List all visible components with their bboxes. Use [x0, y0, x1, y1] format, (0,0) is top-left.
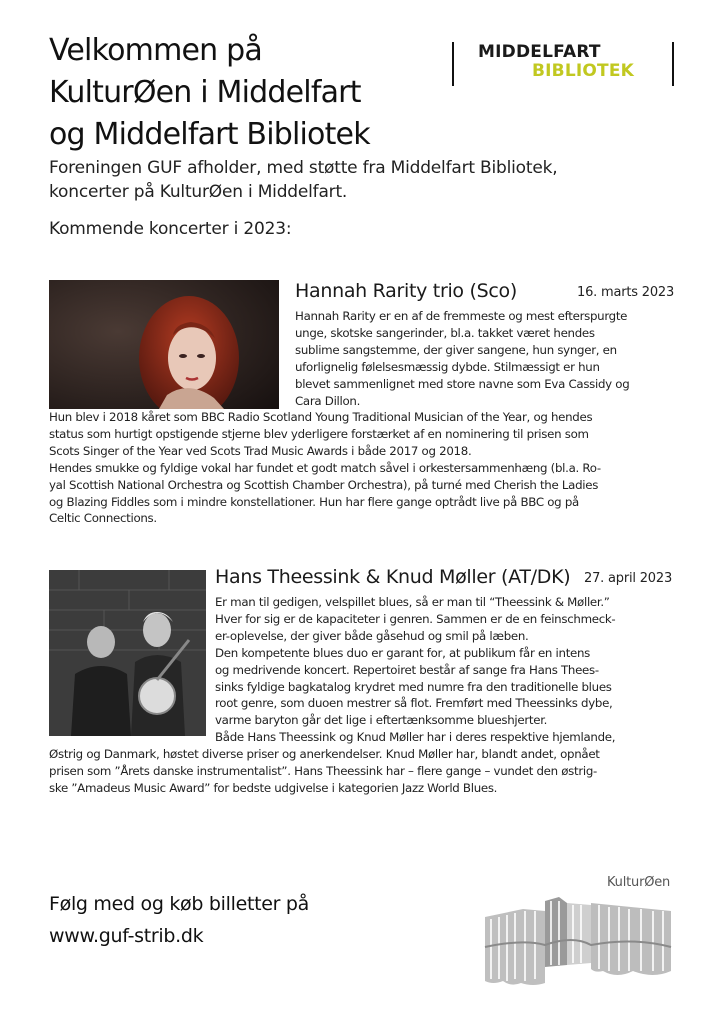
text-line: Cara Dillon.	[295, 393, 361, 408]
text-line: Hver for sig er de kapaciteter i genren. Sammen er de en feinschmeck-	[215, 611, 616, 626]
concert-1-title: Hannah Rarity trio (Sco)	[295, 280, 517, 302]
text-line: Er man til gedigen, velspillet blues, så er man til “Theessink & Møller.”	[215, 595, 610, 609]
text-line: og medrivende koncert. Repertoiret består af sange fra Hans Thees-	[215, 662, 599, 677]
text-line: varme baryton går det lige i eftertænksomme blueshjerter.	[215, 713, 548, 728]
logo-line-1: MIDDELFART	[478, 42, 601, 62]
concert-1-description-beside	[295, 308, 629, 409]
logo-left-bar	[452, 42, 454, 86]
ticket-info	[49, 888, 309, 952]
intro-line: Foreningen GUF afholder, med støtte fra Middelfart Bibliotek,	[49, 158, 558, 178]
text-line: root genre, som duoen mestrer så flot. Fremført med Theessinks dybe,	[215, 696, 613, 711]
text-line: yal Scottish National Orchestra og Scottish Chamber Orchestra), på turné med Cherish the Ladies	[49, 477, 599, 492]
text-line: og Blazing Fiddles som i mindre konstellationer. Hun har flere gange optrådt live på BBC og på	[49, 494, 579, 509]
text-line: status som hurtigt opstigende stjerne blev yderligere forstærket af en nominering til prisen som	[49, 426, 589, 441]
text-line: ske ”Amadeus Music Award” for bedste udgivelse i kategorien Jazz World Blues.	[49, 780, 498, 795]
text-line: sinks fyldige bagkatalog krydret med numre fra den traditionelle blues	[215, 679, 612, 694]
follow-text: Følg med og køb billetter på	[49, 893, 310, 915]
intro-line: koncerter på KulturØen i Middelfart.	[49, 182, 348, 202]
text-line: Både Hans Theessink og Knud Møller har i deres respektive hjemlande,	[215, 730, 616, 745]
text-line: Hannah Rarity er en af de fremmeste og mest efterspurgte	[295, 309, 628, 323]
title-line: KulturØen i Middelfart	[49, 75, 361, 110]
duo-musicians-photo	[49, 570, 206, 736]
text-line: uforlignelig følelsesmæssig dybde. Stilmæssigt er hun	[295, 359, 600, 374]
text-line: blevet sammenlignet med store navne som Eva Cassidy og	[295, 376, 630, 391]
kulturoen-logo-text: KulturØen	[607, 875, 671, 890]
website-link[interactable]: www.guf-strib.dk	[49, 925, 204, 947]
concert-2-description-beside	[215, 594, 615, 746]
text-line: unge, skotske sangerinder, bl.a. takket været hendes	[295, 325, 595, 340]
logo-right-bar	[672, 42, 674, 86]
text-line: sublime sangstemme, der giver sangene, hun synger, en	[295, 342, 617, 357]
middelfart-bibliotek-logo	[452, 42, 674, 86]
title-line: og Middelfart Bibliotek	[49, 117, 370, 152]
logo-line-2: BIBLIOTEK	[532, 61, 635, 81]
concert-2-date: 27. april 2023	[584, 571, 673, 586]
text-line: Celtic Connections.	[49, 511, 157, 526]
text-line: Hun blev i 2018 kåret som BBC Radio Scotland Young Traditional Musician of the Year, og hendes	[49, 410, 593, 424]
text-line: er-oplevelse, der giver både gåsehud og smil på læben.	[215, 628, 529, 643]
upcoming-heading: Kommende koncerter i 2023:	[49, 219, 292, 239]
concert-1-description-full	[49, 409, 601, 527]
concert-2-description-full	[49, 746, 600, 797]
concert-1-date: 16. marts 2023	[577, 285, 675, 300]
kulturoen-logo-icon	[483, 875, 678, 990]
intro-text	[49, 156, 689, 204]
title-line: Velkommen på	[49, 33, 262, 68]
text-line: Østrig og Danmark, høstet diverse priser og anerkendelser. Knud Møller har, blandt andet, opnået	[49, 747, 600, 761]
text-line: Scots Singer of the Year ved Scots Trad Music Awards i både 2017 og 2018.	[49, 443, 472, 458]
text-line: prisen som ”Årets danske instrumentalist”. Hans Theessink har – flere gange – vundet den østrig-	[49, 763, 598, 778]
singer-portrait-photo	[49, 280, 279, 409]
text-line: Den kompetente blues duo er garant for, at publikum får en intens	[215, 645, 591, 660]
kulturoen-logo	[483, 875, 678, 990]
page-title	[49, 30, 449, 156]
concert-2-title: Hans Theessink & Knud Møller (AT/DK)	[215, 566, 571, 588]
text-line: Hendes smukke og fyldige vokal har fundet et godt match såvel i orkestersammenhæng (bl.a. Ro-	[49, 460, 601, 475]
